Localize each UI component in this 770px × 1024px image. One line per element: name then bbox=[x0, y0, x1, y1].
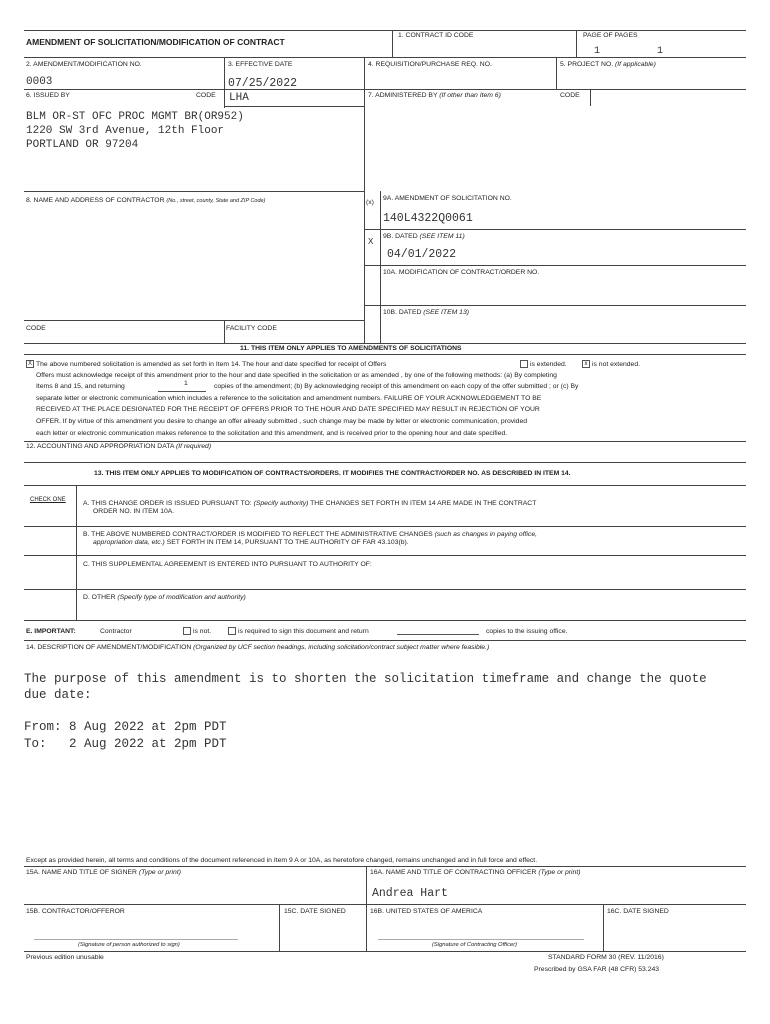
divider bbox=[576, 30, 577, 57]
description-line: due date: bbox=[24, 688, 92, 702]
item13a-line1: A. THIS CHANGE ORDER IS ISSUED PURSUANT TO: (Specify authority) THE CHANGES SET FORTH IN ITEM 14 ARE MADE IN THE CONTRACT bbox=[83, 500, 537, 507]
prescribed-by: Prescribed by GSA FAR (48 CFR) 53.243 bbox=[534, 966, 660, 973]
item5-label: 5. PROJECT NO. (If applicable) bbox=[560, 61, 656, 68]
item6-label: 6. ISSUED BY bbox=[26, 92, 70, 99]
divider bbox=[392, 30, 393, 57]
form-number: STANDARD FORM 30 (REV. 11/2016) bbox=[548, 954, 664, 961]
item11-line: Offers must acknowledge receipt of this amendment prior to the hour and date specified in the solicitation or as amended , by one of the following methods: (a) By completing bbox=[36, 372, 557, 379]
row-divider bbox=[365, 305, 746, 306]
extended-checkbox[interactable]: X bbox=[27, 361, 32, 368]
contractor-signature-line[interactable] bbox=[34, 939, 238, 940]
pages-count: 1 bbox=[657, 46, 664, 57]
item11-line: each letter or electronic communication makes reference to the solicitation and this amendment, and is received prior to the opening hour and date specified. bbox=[36, 430, 508, 437]
row-divider bbox=[24, 354, 746, 355]
issued-by-address-line: 1220 SW 3rd Avenue, 12th Floor bbox=[26, 125, 225, 137]
item6-code-label: CODE bbox=[196, 92, 216, 99]
item11-line: Items 8 and 15, and returning bbox=[36, 383, 125, 390]
row-divider bbox=[24, 485, 746, 486]
facility-code-label: FACILITY CODE bbox=[226, 325, 277, 332]
page-number: 1 bbox=[594, 46, 601, 57]
item11-line: copies of the amendment; (b) By acknowledging receipt of this amendment on each copy of the offer submitted ; or (c) By bbox=[214, 383, 579, 390]
item9a-mark: (x) bbox=[366, 199, 374, 206]
solicitation-no-value: 140L4322Q0061 bbox=[383, 212, 473, 225]
row-divider bbox=[365, 229, 746, 230]
row-divider bbox=[24, 640, 746, 641]
divider bbox=[76, 485, 77, 620]
row-divider bbox=[24, 191, 365, 192]
row-divider bbox=[24, 526, 746, 527]
row-divider bbox=[24, 620, 746, 621]
divider bbox=[366, 866, 367, 951]
amendment-no-value: 0003 bbox=[26, 76, 53, 88]
row-divider bbox=[24, 320, 365, 321]
item16c-label: 16C. DATE SIGNED bbox=[607, 908, 669, 915]
divider bbox=[279, 904, 280, 951]
top-border bbox=[24, 30, 746, 31]
officer-signature-note: (Signature of Contracting Officer) bbox=[432, 942, 518, 948]
item13-header: 13. THIS ITEM ONLY APPLIES TO MODIFICATION OF CONTRACTS/ORDERS. IT MODIFIES THE CONTRACT/ORDER NO. AS DESCRIBED IN ITEM 14. bbox=[94, 470, 571, 477]
copies-value: 1 bbox=[184, 380, 188, 387]
is-not-option[interactable]: is not. bbox=[183, 627, 211, 636]
item13c-line: C. THIS SUPPLEMENTAL AGREEMENT IS ENTERED INTO PURSUANT TO AUTHORITY OF: bbox=[83, 561, 372, 568]
item11-line: X The above numbered solicitation is amended as set forth in Item 14. The hour and date specified for receipt of Offers bbox=[27, 361, 387, 368]
item13a-line2: ORDER NO. IN ITEM 10A. bbox=[93, 508, 175, 515]
item4-label: 4. REQUISITION/PURCHASE REQ. NO. bbox=[368, 61, 492, 68]
item7-code-label: CODE bbox=[560, 92, 580, 99]
item11-line: separate letter or electronic communication which includes a reference to the solicitation and amendment numbers. FAILURE OF YOUR ACKNOWLEDGEMENT TO BE bbox=[36, 395, 542, 402]
item3-label: 3. EFFECTIVE DATE bbox=[228, 61, 293, 68]
item16a-label: 16A. NAME AND TITLE OF CONTRACTING OFFICER (Type or print) bbox=[370, 869, 581, 876]
is-not-checkbox[interactable] bbox=[183, 627, 191, 635]
item13b-line1: B. THE ABOVE NUMBERED CONTRACT/ORDER IS MODIFIED TO REFLECT THE ADMINISTRATIVE CHANGES (such as changes in paying office, bbox=[83, 531, 538, 538]
divider bbox=[603, 904, 604, 951]
description-line: To: 2 Aug 2022 at 2pm PDT bbox=[24, 737, 227, 751]
row-divider bbox=[24, 904, 746, 905]
row-divider bbox=[24, 441, 746, 442]
check-one-label: CHECK ONE bbox=[30, 497, 66, 503]
previous-edition-note: Previous edition unusable bbox=[26, 954, 104, 961]
copies-to-issuing-office: copies to the issuing office. bbox=[486, 628, 568, 635]
row-divider bbox=[24, 343, 746, 344]
row-divider bbox=[24, 589, 746, 590]
is-extended-checkbox[interactable] bbox=[520, 360, 528, 368]
row-divider bbox=[24, 866, 746, 867]
item11-line: RECEIVED AT THE PLACE DESIGNATED FOR THE RECEIPT OF OFFERS PRIOR TO THE HOUR AND DATE SPECIFIED MAY RESULT IN REJECTION OF YOUR bbox=[36, 406, 540, 413]
is-not-extended-checkbox[interactable]: x bbox=[582, 360, 590, 368]
issued-by-code-box bbox=[224, 92, 365, 107]
description-line: The purpose of this amendment is to shorten the solicitation timeframe and change the quote bbox=[24, 672, 707, 686]
item9b-mark: X bbox=[368, 237, 374, 246]
officer-signature-line[interactable] bbox=[378, 939, 584, 940]
item10a-label: 10A. MODIFICATION OF CONTRACT/ORDER NO. bbox=[383, 269, 540, 276]
description-line: From: 8 Aug 2022 at 2pm PDT bbox=[24, 720, 227, 734]
contractor-signature-note: (Signature of person authorized to sign) bbox=[78, 942, 180, 948]
issued-by-address-line: PORTLAND OR 97204 bbox=[26, 139, 139, 151]
item15c-label: 15C. DATE SIGNED bbox=[284, 908, 346, 915]
divider bbox=[590, 89, 591, 106]
item12-label: 12. ACCOUNTING AND APPROPRIATION DATA (If required) bbox=[26, 443, 212, 450]
row-divider bbox=[24, 951, 746, 952]
contractor-label: Contractor bbox=[100, 628, 132, 635]
item11-line: OFFER. If by virtue of this amendment you desire to change an offer already submitted , such change may be made by letter or electronic communication, provided bbox=[36, 418, 528, 425]
item13d-line: D. OTHER (Specify type of modification and authority) bbox=[83, 594, 246, 601]
divider bbox=[224, 320, 225, 343]
row-divider bbox=[24, 462, 746, 463]
item10b-label: 10B. DATED (SEE ITEM 13) bbox=[383, 309, 469, 316]
row-divider bbox=[24, 555, 746, 556]
page-label: PAGE OF PAGES bbox=[583, 32, 638, 39]
copies-underline bbox=[158, 391, 206, 392]
except-text: Except as provided herein, all terms and conditions of the document referenced in Item 9 A or 10A, as heretofore changed, remains unchanged and in full force and effect. bbox=[26, 857, 538, 864]
solicitation-date-value: 04/01/2022 bbox=[387, 248, 457, 261]
item15b-label: 15B. CONTRACTOR/OFFEROR bbox=[26, 908, 125, 915]
divider bbox=[380, 191, 381, 343]
important-label: E. IMPORTANT: bbox=[26, 628, 76, 635]
item7-label: 7. ADMINISTERED BY (If other than Item 6) bbox=[368, 92, 501, 99]
copies-blank bbox=[397, 634, 479, 635]
row-divider bbox=[24, 57, 746, 58]
form-title: AMENDMENT OF SOLICITATION/MODIFICATION OF CONTRACT bbox=[26, 37, 285, 47]
is-required-checkbox[interactable] bbox=[228, 627, 236, 635]
item8-label: 8. NAME AND ADDRESS OF CONTRACTOR (No., street, county, State and ZIP Code) bbox=[26, 197, 266, 204]
item2-label: 2. AMENDMENT/MODIFICATION NO. bbox=[26, 61, 142, 68]
contracting-officer-name: Andrea Hart bbox=[372, 887, 448, 900]
divider bbox=[556, 57, 557, 89]
row-divider bbox=[24, 89, 746, 90]
item11-header: 11. THIS ITEM ONLY APPLIES TO AMENDMENTS OF SOLICITATIONS bbox=[240, 345, 462, 352]
issued-by-address-line: BLM OR-ST OFC PROC MGMT BR(OR952) bbox=[26, 111, 244, 123]
item16b-label: 16B. UNITED STATES OF AMERICA bbox=[370, 908, 483, 915]
code-label: CODE bbox=[26, 325, 46, 332]
item1-label: 1. CONTRACT ID CODE bbox=[398, 32, 474, 39]
row-divider bbox=[365, 265, 746, 266]
item9b-label: 9B. DATED (SEE ITEM 11) bbox=[383, 233, 465, 240]
item13b-line2: appropriation data, etc.) SET FORTH IN ITEM 14, PURSUANT TO THE AUTHORITY OF FAR 43.103(b). bbox=[93, 539, 409, 546]
effective-date-value: 07/25/2022 bbox=[228, 77, 298, 90]
issued-by-code-value: LHA bbox=[229, 92, 249, 104]
is-not-extended-option[interactable]: x is not extended. bbox=[582, 359, 640, 371]
item15a-label: 15A. NAME AND TITLE OF SIGNER (Type or print) bbox=[26, 869, 181, 876]
item9a-label: 9A. AMENDMENT OF SOLICITATION NO. bbox=[383, 195, 512, 202]
item14-label: 14. DESCRIPTION OF AMENDMENT/MODIFICATION (Organized by UCF section headings, including solicitation/contract subject matter where feasible.) bbox=[26, 644, 490, 651]
is-required-option[interactable]: is required to sign this document and return bbox=[228, 627, 369, 636]
is-extended-option[interactable]: is extended. bbox=[520, 359, 567, 371]
